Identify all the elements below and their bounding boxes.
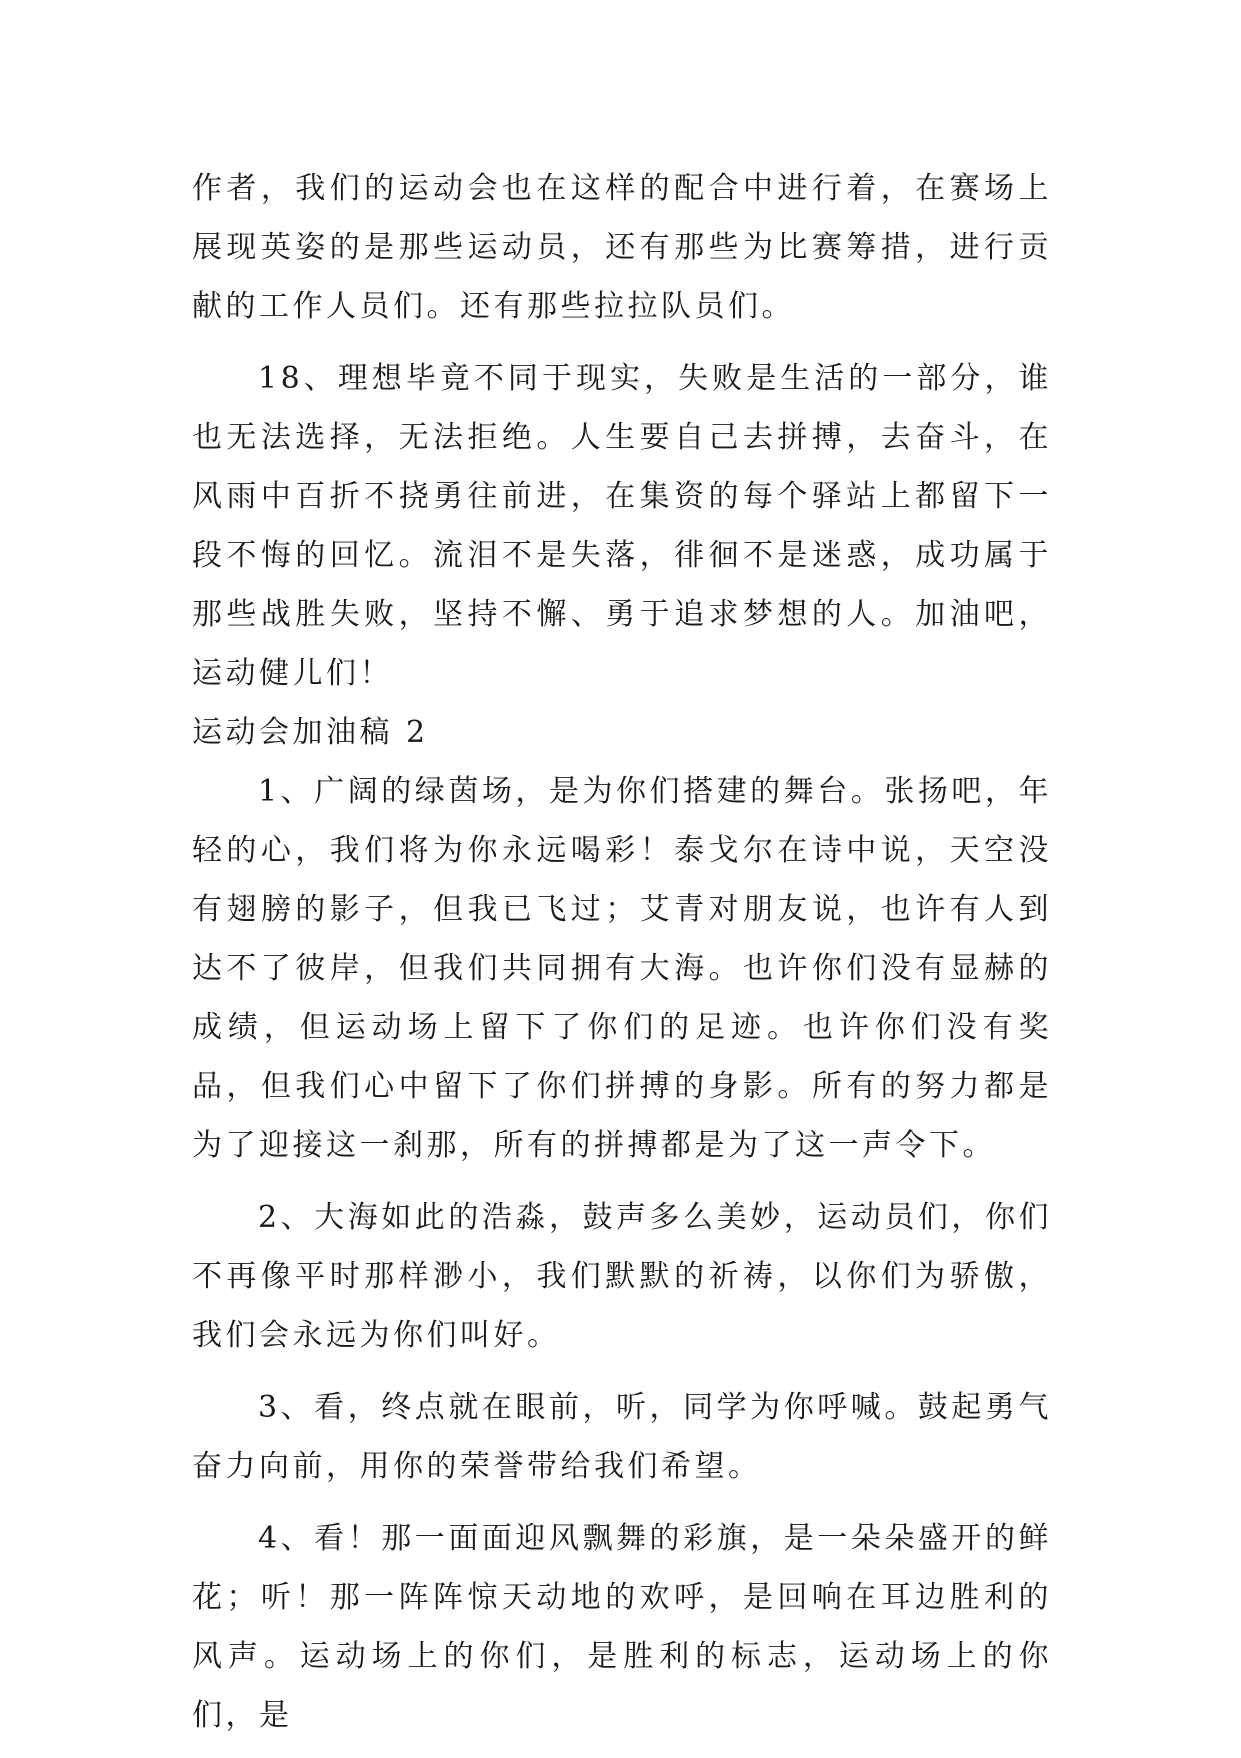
- paragraph-4: 4、看！那一面面迎风飘舞的彩旗，是一朵朵盛开的鲜花；听！那一阵阵惊天动地的欢呼，是回响在耳边胜利的风声。运动场上的你们，是胜利的标志，运动场上的你们，是: [192, 1521, 1052, 1733]
- paragraph-3: 3、看，终点就在眼前，听，同学为你呼喊。鼓起勇气奋力向前，用你的荣誉带给我们希望。: [192, 1390, 1052, 1484]
- section-title: 运动会加油稿 2: [192, 715, 429, 750]
- paragraph-18: 18、理想毕竟不同于现实，失败是生活的一部分，谁也无法选择，无法拒绝。人生要自己去拼搏，去奋斗，在风雨中百折不挠勇往前进，在集资的每个驿站上都留下一段不悔的回忆。流泪不是失落，徘徊不是迷惑，成功属于那些战胜失败，坚持不懈、勇于追求梦想的人。加油吧，运动健儿们！: [192, 361, 1052, 691]
- paragraph-continuation: 作者，我们的运动会也在这样的配合中进行着，在赛场上展现英姿的是那些运动员，还有那些为比赛筹措，进行贡献的工作人员们。还有那些拉拉队员们。: [192, 171, 1052, 324]
- paragraph-1: 1、广阔的绿茵场，是为你们搭建的舞台。张扬吧，年轻的心，我们将为你永远喝彩！泰戈尔在诗中说，天空没有翅膀的影子，但我已飞过；艾青对朋友说，也许有人到达不了彼岸，但我们共同拥有大海。也许你们没有显赫的成绩，但运动场上留下了你们的足迹。也许你们没有奖品，但我们心中留下了你们拼搏的身影。所有的努力都是为了迎接这一刹那，所有的拼搏都是为了这一声令下。: [192, 774, 1052, 1163]
- document-body: [192, 159, 1052, 1758]
- paragraph-2: 2、大海如此的浩淼，鼓声多么美妙，运动员们，你们不再像平时那样渺小，我们默默的祈祷，以你们为骄傲，我们会永远为你们叫好。: [192, 1200, 1052, 1353]
